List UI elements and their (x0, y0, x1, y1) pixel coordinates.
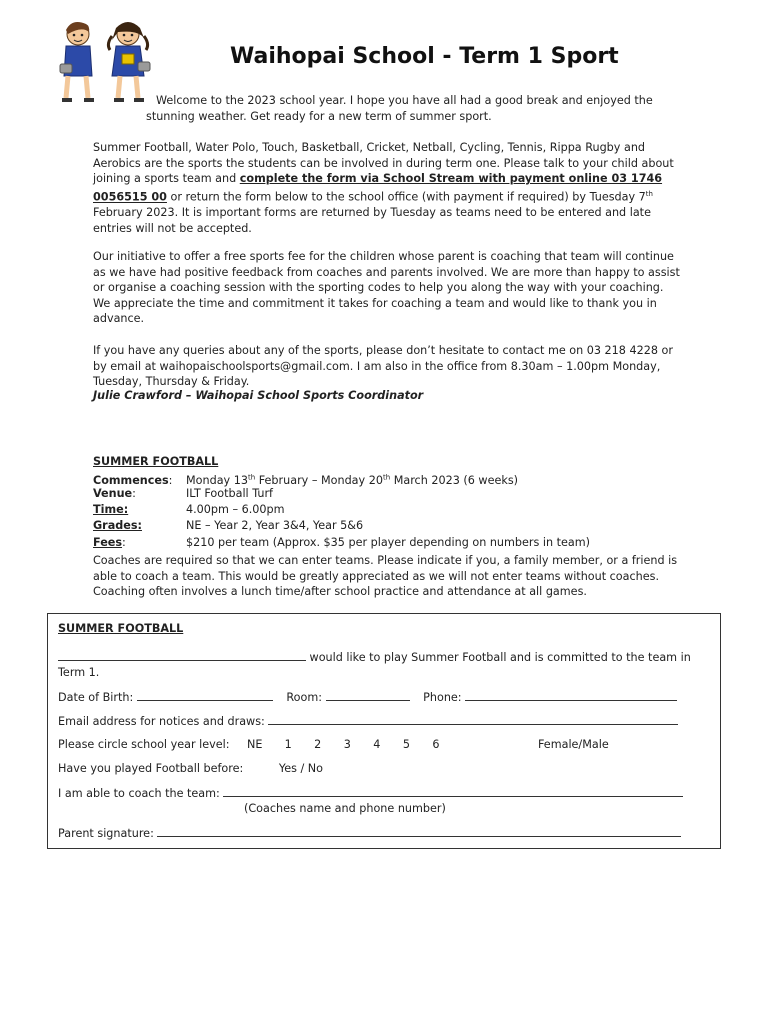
commences-colon: : (168, 473, 173, 487)
year-option-5[interactable]: 5 (402, 738, 410, 751)
commences-label: Commences (93, 473, 169, 487)
commences-a: Monday 13 (186, 473, 248, 487)
child-name-field[interactable] (58, 650, 306, 661)
dob-field[interactable] (137, 690, 273, 701)
intro-paragraph (146, 93, 666, 124)
gender-option[interactable]: Female/Male (537, 738, 609, 751)
coordinator-signature: Julie Crawford – Waihopai School Sports Coordinator (93, 389, 424, 402)
intro-line-2: stunning weather. Get ready for a new term of summer sport. (146, 109, 492, 123)
time-value: 4.00pm – 6.00pm (186, 503, 285, 516)
year-option-1[interactable]: 1 (284, 738, 292, 751)
phone-field[interactable] (465, 690, 677, 701)
signup-form (47, 613, 721, 849)
commit-text-cont: Term 1. (58, 666, 100, 679)
played-options[interactable]: Yes / No (278, 762, 324, 775)
commences-sup1: th (247, 473, 256, 481)
summer-football-heading: SUMMER FOOTBALL (93, 455, 219, 468)
grades-label: Grades: (93, 519, 142, 532)
sports-paragraph (93, 140, 683, 236)
email-field[interactable] (268, 714, 678, 725)
sports-text: Summer Football, Water Polo, Touch, Basketball, Cricket, Netball, Cycling, Tennis, Rippa Rugby and Aerobics are the sports the students can be involved in during term one. Please talk to your child about joining a sports team and (93, 141, 674, 186)
dob-line (58, 690, 677, 704)
commences-c: March 2023 (6 weeks) (390, 473, 519, 487)
time-row (93, 502, 285, 518)
time-label: Time: (93, 503, 129, 516)
year-option-ne[interactable]: NE (247, 738, 263, 751)
commences-sup2: th (382, 473, 391, 481)
school-stream-link[interactable]: complete the form via School Stream with payment online 03 1746 0056515 00 (93, 172, 663, 204)
year-level-line (58, 738, 609, 751)
return-text: or return the form below to the school office (with payment if required) by Tuesday 7 (166, 190, 646, 204)
parent-label: Parent signature: (58, 827, 158, 840)
venue-colon: : (132, 487, 136, 500)
phone-label: Phone: (423, 691, 466, 704)
room-field[interactable] (326, 690, 410, 701)
parent-signature-field[interactable] (157, 826, 681, 837)
contact-paragraph: If you have any queries about any of the sports, please don’t hesitate to contact me on 03 218 4228 or by email at waihopaischoolsports@gmail.com. I am also in the office from 8.30am – 1.00pm Monday, Tuesday, Thursday & Friday. (93, 344, 673, 389)
email-label: Email address for notices and draws: (58, 715, 269, 728)
parent-signature-line (58, 826, 681, 840)
dob-label: Date of Birth: (58, 691, 137, 704)
intro-line-1: Welcome to the 2023 school year. I hope you have all had a good break and enjoyed the (156, 94, 653, 107)
venue-label: Venue (93, 487, 133, 500)
deadline-text: February 2023. It is important forms are returned by Tuesday as teams need to be entered and late entries will not be accepted. (93, 206, 651, 235)
fees-colon: : (122, 536, 126, 549)
played-label: Have you played Football before: (58, 762, 244, 775)
form-title: SUMMER FOOTBALL (58, 622, 184, 635)
fees-value: $210 per team (Approx. $35 per player depending on numbers in team) (186, 536, 591, 549)
date-sup: th (645, 189, 653, 198)
venue-value: ILT Football Turf (186, 487, 273, 500)
commit-text: would like to play Summer Football and is committed to the team in (306, 651, 691, 664)
year-option-2[interactable]: 2 (314, 738, 322, 751)
coaches-note: Coaches are required so that we can enter teams. Please indicate if you, a family member, or a friend is able to coach a team. This would be greatly appreciated as we will not enter teams without coaches. Coaching often involves a lunch time/after school practice and attendance at all games. (93, 554, 678, 599)
grades-value: NE – Year 2, Year 3&4, Year 5&6 (186, 519, 364, 532)
played-line (58, 762, 323, 775)
coach-field[interactable] (223, 786, 683, 797)
fees-label: Fees (93, 536, 123, 549)
room-label: Room: (286, 691, 326, 704)
page-title: Waihopai School - Term 1 Sport (230, 44, 619, 69)
commences-b: February – Monday 20 (255, 473, 383, 487)
year-option-6[interactable]: 6 (432, 738, 440, 751)
coaching-paragraph: Our initiative to offer a free sports fee for the children whose parent is coaching that team will continue as we have had positive feedback from coaches and parents involved. We are more than happy to assist or organise a coaching session with the sporting codes to help you along the way with your coaching. We appreciate the time and commitment it takes for coaching a team and would like to thank you in advance. (93, 250, 680, 326)
coach-hint: (Coaches name and phone number) (244, 802, 446, 815)
child-name-line (58, 650, 691, 664)
venue-row (93, 486, 273, 502)
grades-row (93, 518, 363, 534)
year-label: Please circle school year level: (58, 738, 230, 751)
commences-value (186, 474, 518, 487)
email-line (58, 714, 678, 728)
fees-row (93, 535, 590, 551)
coach-label: I am able to coach the team: (58, 787, 224, 800)
coach-line (58, 786, 683, 800)
year-option-4[interactable]: 4 (373, 738, 381, 751)
year-option-3[interactable]: 3 (343, 738, 351, 751)
